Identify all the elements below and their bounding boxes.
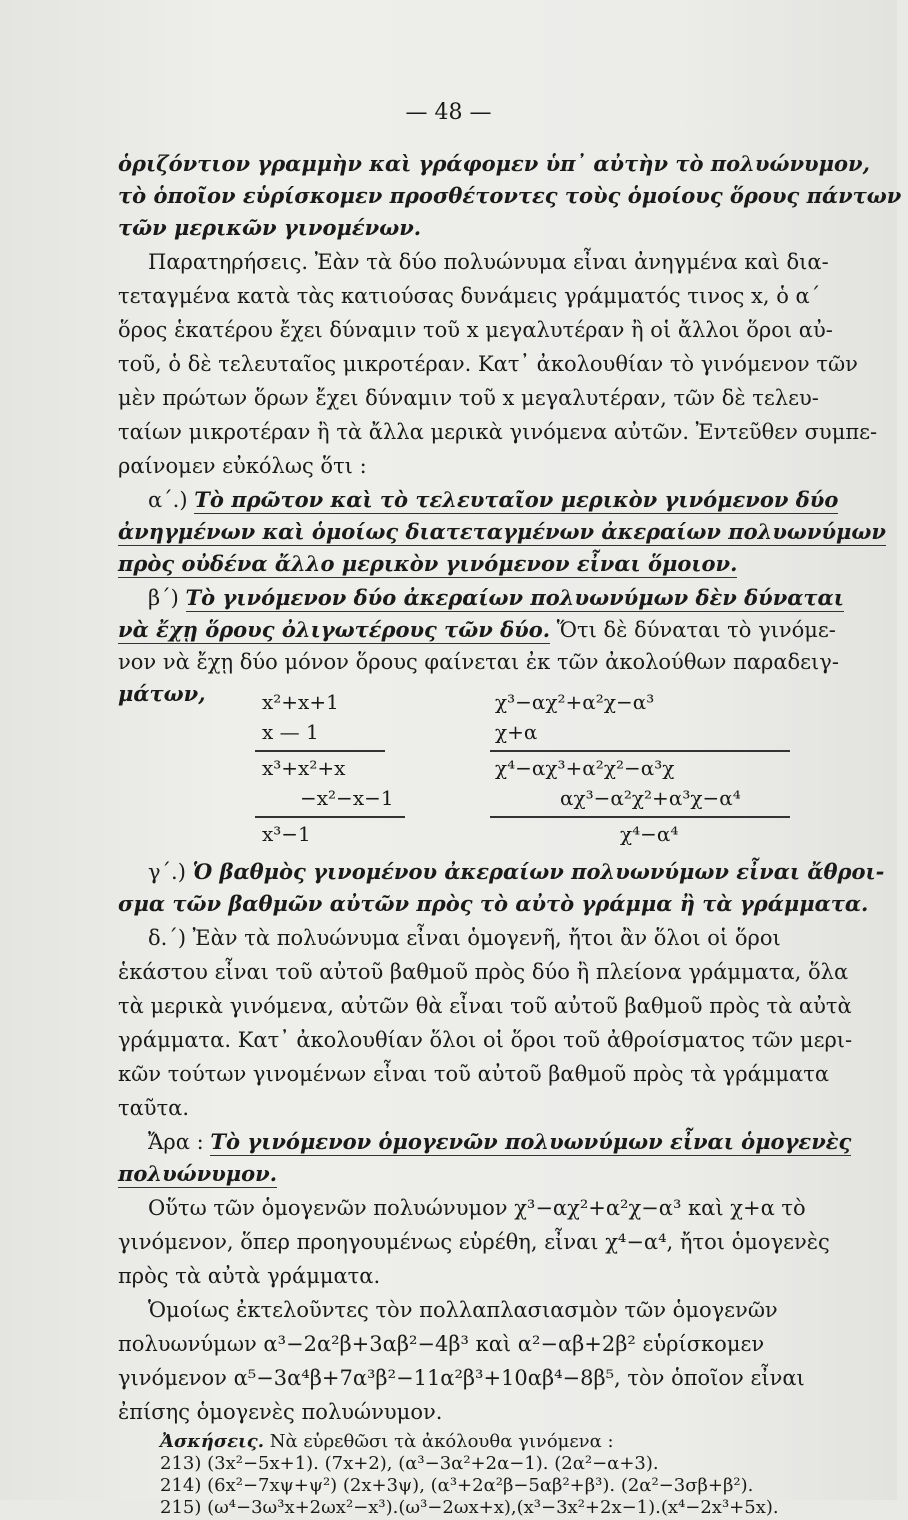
after-line: γινόμενον, ὅπερ προηγουμένως εὑρέθη, εἶναι χ⁴−α⁴, ἤτοι ὁμογενὲς (118, 1230, 830, 1254)
rule-c-text: Ὁ βαθμὸς γινομένου ἀκεραίων πολυωνύμων εἶναι ἄθροι- (192, 859, 885, 884)
page-number: — 48 — (405, 100, 492, 125)
example1-rule (255, 750, 385, 752)
conclusion-line (118, 1160, 878, 1188)
example2-factor: χ+α (495, 720, 538, 744)
rule-a-text: πρὸς οὐδένα ἄλλο μερικὸν γινόμενον εἶναι ὅμοιον. (118, 551, 738, 576)
rule-c-label: γ΄.) (148, 860, 186, 884)
rule-b-label: β΄) (148, 586, 179, 610)
rule-d-line: γράμματα. Κατ᾽ ἀκολουθίαν ὅλοι οἱ ὅροι τοῦ ἀθροίσματος τῶν μερι- (118, 1028, 853, 1052)
example1-factor: x — 1 (262, 720, 319, 744)
remarks-line: τοῦ, ὁ δὲ τελευταῖος μικροτέραν. Κατ᾽ ἀκολουθίαν τὸ γινόμενον τῶν (118, 352, 858, 376)
after-line: γινόμενον α⁵−3α⁴β+7α³β²−11α²β³+10αβ⁴−8β⁵, τὸν ὁποῖον εἶναι (118, 1366, 805, 1390)
rule-a-text: Τὸ πρῶτον καὶ τὸ τελευταῖον μερικὸν γινόμενον δύο (194, 487, 839, 512)
exercises-label: Ἀσκήσεις. (160, 1431, 264, 1452)
after-line: πρὸς τὰ αὐτὰ γράμματα. (118, 1264, 381, 1288)
example2-partial: χ⁴−αχ³+α²χ²−α³χ (495, 756, 675, 780)
remarks-line: μὲν πρώτων ὅρων ἔχει δύναμιν τοῦ x μεγαλυτέραν, τῶν δὲ τελευ- (118, 386, 819, 410)
after-line: πολυωνύμων α³−2α²β+3αβ²−4β³ καὶ α²−αβ+2β² εὑρίσκομεν (118, 1332, 765, 1356)
conclusion-text: πολυώνυμον. (118, 1161, 278, 1186)
rule-b-line (118, 584, 908, 612)
rule-a-label: α΄.) (148, 488, 188, 512)
after-line: Ὁμοίως ἐκτελοῦντες τὸν πολλαπλασιασμὸν τῶν ὁμογενῶν (148, 1298, 778, 1322)
rule-b-line: νον νὰ ἔχῃ δύο μόνον ὅρους φαίνεται ἐκ τῶν ἀκολούθων παραδειγ- (118, 650, 839, 674)
rule-a-text: ἀνηγμένων καὶ ὁμοίως διατεταγμένων ἀκεραίων πολυωνύμων (118, 519, 886, 544)
exercise-item: 215) (ω⁴−3ω³x+2ωx²−x³).(ω³−2ωx+x),(x³−3x²+2x−1).(x⁴−2x³+5x). (160, 1497, 779, 1518)
rule-b-text: νὰ ἔχῃ ὅρους ὀλιγωτέρους τῶν δύο. (118, 617, 551, 642)
exercises-heading (160, 1430, 880, 1454)
rule-a-line (118, 486, 908, 514)
intro-line: τῶν μερικῶν γινομένων. (118, 215, 422, 240)
example1-rule (255, 816, 405, 818)
rule-b-line: μάτων, (118, 681, 206, 706)
intro-line: τὸ ὁποῖον εὑρίσκομεν προσθέτοντες τοὺς ὁμοίους ὅρους πάντων (118, 183, 902, 208)
example1-partial: x³+x²+x (262, 756, 346, 780)
conclusion-line (118, 1128, 908, 1156)
example2-result: χ⁴−α⁴ (620, 822, 679, 846)
example1-result: x³−1 (262, 822, 311, 846)
example2-rule (490, 750, 790, 752)
rule-b-text: Ὅτι δὲ δύναται τὸ γινόμε- (556, 618, 836, 642)
rule-d-line: τὰ μερικὰ γινόμενα, αὐτῶν θὰ εἶναι τοῦ αὐτοῦ βαθμοῦ πρὸς τὰ αὐτὰ (118, 994, 852, 1018)
remarks-line: ταίων μικροτέραν ἢ τὰ ἄλλα μερικὰ γινόμενα αὐτῶν. Ἐντεῦθεν συμπε- (118, 420, 878, 444)
example2-partial: αχ³−α²χ²+α³χ−α⁴ (560, 786, 741, 810)
example2-factor: χ³−αχ²+α²χ−α³ (495, 690, 655, 714)
remarks-line: ὅρος ἑκατέρου ἔχει δύναμιν τοῦ x μεγαλυτέραν ἢ οἱ ἄλλοι ὅροι αὐ- (118, 318, 833, 342)
exercise-item: 213) (3x²−5x+1). (7x+2), (α³−3α²+2α−1). (2α²−α+3). (160, 1453, 659, 1474)
rule-d-line: δ.΄) Ἐὰν τὰ πολυώνυμα εἶναι ὁμογενῆ, ἤτοι ἂν ὅλοι οἱ ὅροι (148, 926, 781, 950)
intro-line: ὁριζόντιον γραμμὴν καὶ γράφομεν ὑπ᾽ αὐτὴν τὸ πολυώνυμον, (118, 151, 870, 176)
rule-d-line: κῶν τούτων γινομένων εἶναι τοῦ αὐτοῦ βαθμοῦ πρὸς τὰ γράμματα (118, 1062, 830, 1086)
remarks-line: τεταγμένα κατὰ τὰς κατιούσας δυνάμεις γράμματός τινος x, ὁ α΄ (118, 284, 821, 308)
conclusion-text: Τὸ γινόμενον ὁμογενῶν πολυωνύμων εἶναι ὁμογενὲς (210, 1129, 852, 1154)
rule-a-line (118, 518, 886, 546)
example1-partial: −x²−x−1 (300, 786, 394, 810)
exercises-intro: Νὰ εὑρεθῶσι τὰ ἀκόλουθα γινόμενα : (269, 1431, 614, 1452)
rule-b-text: Τὸ γινόμενον δύο ἀκεραίων πολυωνύμων δὲν δύναται (185, 585, 844, 610)
conclusion-label: Ἄρα : (148, 1130, 204, 1154)
example1-factor: x²+x+1 (262, 690, 339, 714)
rule-d-line: ταῦτα. (118, 1096, 190, 1120)
rule-d-line: ἑκάστου εἶναι τοῦ αὐτοῦ βαθμοῦ πρὸς δύο ἢ πλείονα γράμματα, ὅλα (118, 960, 849, 984)
after-line: ἐπίσης ὁμογενὲς πολυώνυμον. (118, 1400, 443, 1424)
rule-c-line: σμα τῶν βαθμῶν αὐτῶν πρὸς τὸ αὐτὸ γράμμα ἢ τὰ γράμματα. (118, 891, 869, 916)
rule-b-line (118, 616, 878, 644)
rule-a-line (118, 550, 878, 578)
example2-rule (490, 816, 790, 818)
remarks-line: ραίνομεν εὐκόλως ὅτι : (118, 454, 367, 478)
after-line: Οὕτω τῶν ὁμογενῶν πολυώνυμον χ³−αχ²+α²χ−α³ καὶ χ+α τὸ (148, 1196, 806, 1220)
remarks-line: Παρατηρήσεις. Ἐὰν τὰ δύο πολυώνυμα εἶναι ἀνηγμένα καὶ δια- (148, 250, 829, 274)
exercise-item: 214) (6x²−7xψ+ψ²) (2x+3ψ), (α³+2α²β−5αβ²+β³). (2α²−3σβ+β²). (160, 1475, 754, 1496)
rule-c-line (118, 858, 908, 886)
